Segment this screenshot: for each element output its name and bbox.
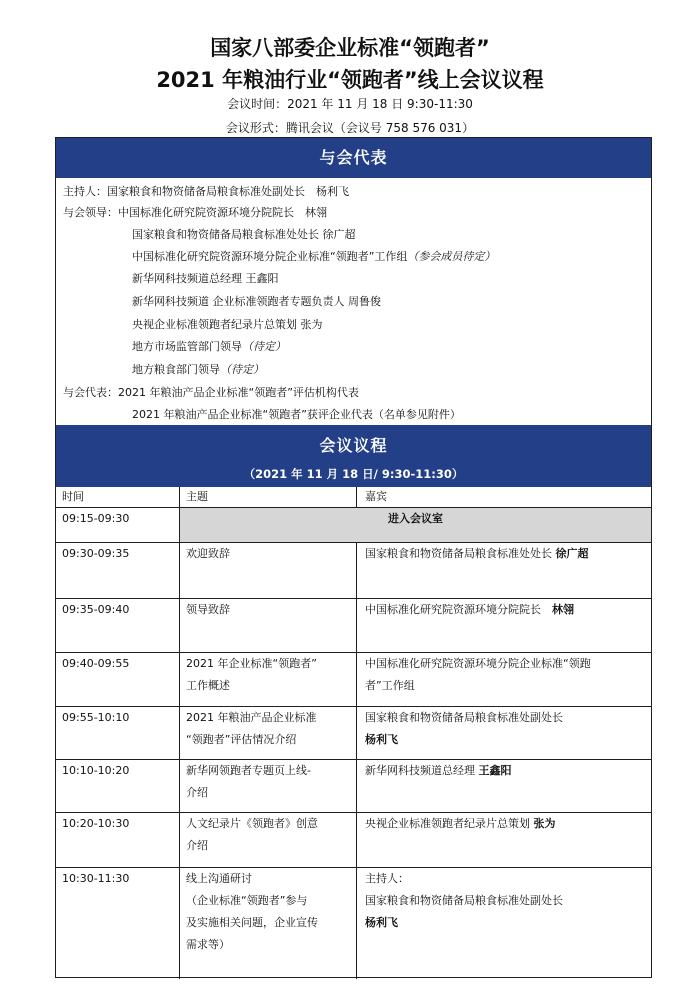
row-time: 09:40-09:55 [62,657,130,670]
host-name: 国家粮食和物资储备局粮食标准处副处长 杨利飞 [107,185,349,198]
guest-line: 中国标准化研究院资源环境分院企业标准“领跑 [365,657,591,670]
table-header-row [56,487,651,507]
row-guest [356,543,651,599]
leaders-line-2 [132,248,495,264]
leader-note: （参会成员待定） [407,250,496,263]
guest-line: 国家粮食和物资储备局粮食标准处副处长 [365,894,563,907]
leader-note: （待定） [242,340,286,353]
agenda-heading: 会议议程 [319,436,388,455]
leaders-line-6 [132,338,286,354]
guest-line: 新华网科技频道总经理 王鑫阳 [365,764,512,777]
guest-line [365,729,645,751]
guest-name: 张为 [533,817,556,830]
topic-line: 需求等） [186,938,230,951]
leader-text: 新华网科技频道 企业标准领跑者专题负责人 周鲁俊 [132,295,381,308]
row-time: 10:20-10:30 [62,817,130,830]
meeting-format: 会议形式：腾讯会议（会议号 758 576 031） [225,121,475,135]
guest-line: 中国标准化研究院资源环境分院院长 林翎 [365,603,574,616]
row-topic [179,760,356,813]
agenda-heading-band [56,425,651,487]
leader-text: 国家粮食和物资储备局粮食标准处处长 徐广超 [132,228,356,241]
row-time: 09:35-09:40 [62,603,130,616]
leaders-line-5 [132,316,323,332]
guest-name: 王鑫阳 [478,764,512,777]
col-header-guest: 嘉宾 [356,487,651,507]
row-guest [356,653,651,707]
row-topic [179,653,356,707]
row-time: 09:30-09:35 [62,547,130,560]
leaders-line-3 [132,270,279,286]
table-row [56,812,651,868]
delegates-line-1 [132,406,461,422]
leader-text: 新华网科技频道总经理 王鑫阳 [132,272,279,285]
leader-text: 地方粮食部门领导 [132,363,220,376]
delegate-text: 2021 年粮油产品企业标准“领跑者”获评企业代表（名单参见附件） [132,408,461,421]
row-guest [356,813,651,868]
topic-line: 工作概述 [186,679,230,692]
leaders-line-0 [63,204,327,220]
row-guest [356,868,651,979]
leader-text: 中国标准化研究院资源环境分院院长 林翎 [118,206,327,219]
guest-line: 国家粮食和物资储备局粮食标准处处长 徐广超 [365,547,589,560]
agenda-subheading: （2021 年 11 月 18 日/ 9:30-11:30） [243,467,464,481]
topic-line: 领导致辞 [186,603,230,616]
guest-name: 杨利飞 [365,733,398,746]
table-row [56,542,651,599]
break-label: 进入会议室 [179,508,651,543]
topic-line: 介绍 [186,786,208,799]
row-time: 10:10-10:20 [62,764,130,777]
guest-line: 国家粮食和物资储备局粮食标准处副处长 [365,711,563,724]
leader-note: （待定） [220,363,264,376]
row-time: 09:55-10:10 [62,711,130,724]
col-header-topic: 主题 [179,487,356,507]
row-topic [179,599,356,653]
guest-name: 杨利飞 [365,916,398,929]
topic-line: 介绍 [186,839,208,852]
host-label: 主持人： [63,185,107,198]
row-topic [179,707,356,760]
meeting-time: 会议时间：2021 年 11 月 18 日 9:30-11:30 [227,97,473,111]
topic-line: 人文纪录片《领跑者》创意 [186,817,318,830]
leaders-line-7 [132,361,264,377]
row-guest [356,760,651,813]
table-row [56,598,651,653]
topic-line: “领跑者”评估情况介绍 [186,733,297,746]
topic-line: 新华网领跑者专题页上线- [186,764,311,777]
row-guest [356,599,651,653]
col-header-time: 时间 [62,490,84,503]
topic-line: 线上沟通研讨 [186,872,252,885]
leader-text: 央视企业标准领跑者纪录片总策划 张为 [132,318,323,331]
row-time: 09:15-09:30 [62,512,130,525]
leaders-line-1 [132,226,356,242]
topic-line: （企业标准“领跑者”参与 [186,894,308,907]
leader-text: 中国标准化研究院资源环境分院企业标准“领跑者”工作组 [132,250,408,263]
leaders-label: 与会领导： [63,206,118,219]
guest-name: 林翎 [552,603,574,616]
table-row-break [56,507,651,543]
row-topic [179,543,356,599]
topic-line: 2021 年粮油产品企业标准 [186,711,317,724]
guest-line: 央视企业标准领跑者纪录片总策划 张为 [365,817,556,830]
delegates-label: 与会代表： [63,386,118,399]
guest-line: 主持人： [365,872,409,885]
delegate-text: 2021 年粮油产品企业标准“领跑者”评估机构代表 [118,386,359,399]
topic-line: 2021 年企业标准“领跑者” [186,657,317,670]
guest-line [365,912,645,934]
row-topic [179,813,356,868]
delegates-line-0 [63,384,359,400]
leader-text: 地方市场监管部门领导 [132,340,242,353]
title-line-1: 国家八部委企业标准“领跑者” [210,36,490,60]
topic-line: 欢迎致辞 [186,547,230,560]
guest-name: 徐广超 [555,547,589,560]
row-time: 10:30-11:30 [62,872,130,885]
guest-line: 者”工作组 [365,679,415,692]
host-line [63,183,349,199]
reps-heading: 与会代表 [56,138,651,178]
table-row [56,867,651,979]
row-topic [179,868,356,979]
agenda-frame [55,137,652,978]
table-row [56,652,651,707]
table-row [56,706,651,760]
title-line-2: 2021 年粮油行业“领跑者”线上会议议程 [156,68,544,92]
topic-line: 及实施相关问题，企业宣传 [186,916,318,929]
table-row [56,759,651,813]
leaders-line-4 [132,293,381,309]
row-guest [356,707,651,760]
